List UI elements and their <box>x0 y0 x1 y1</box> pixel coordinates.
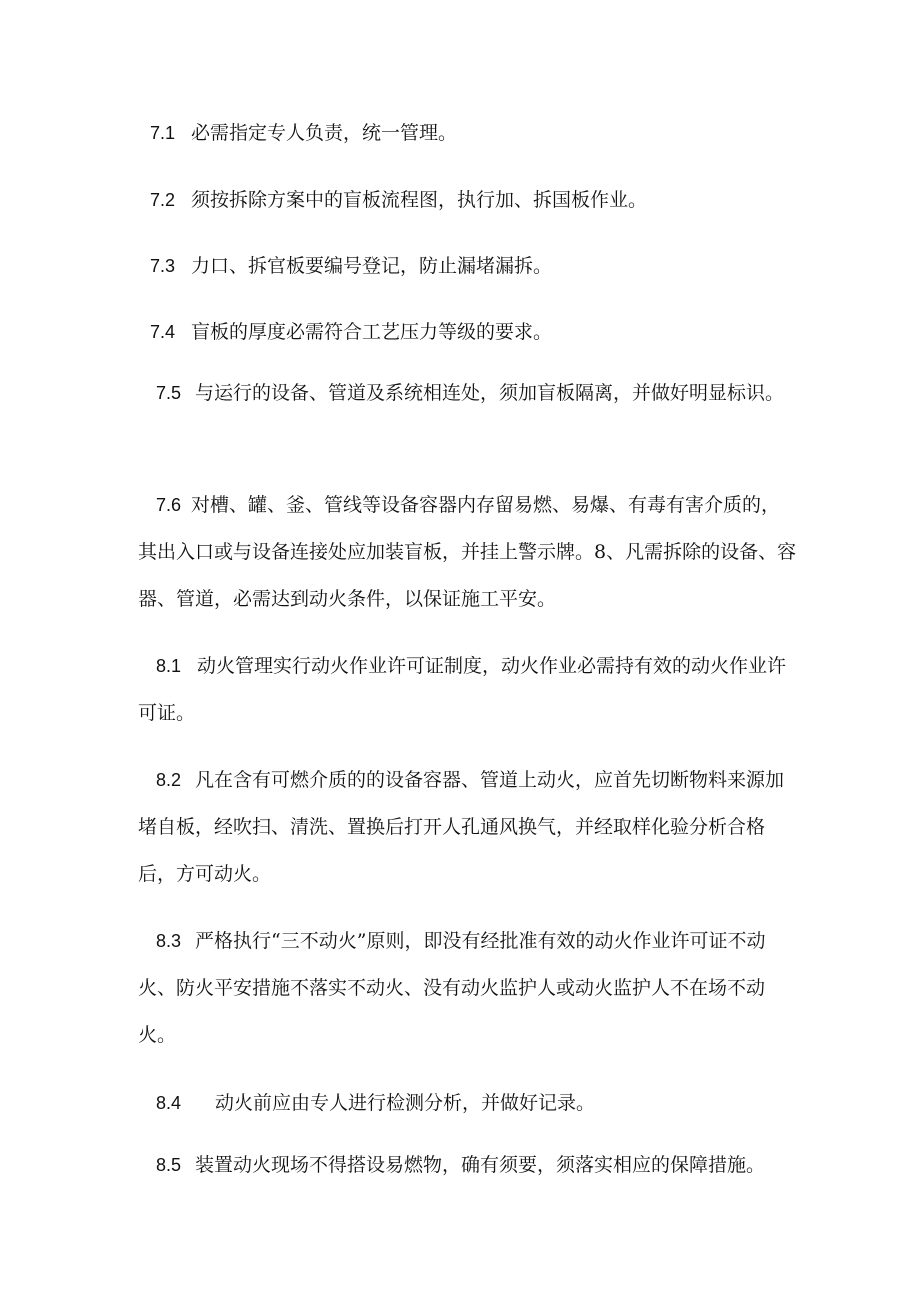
clause-text: 力口、拆官板要编号登记，防止漏堵漏拆。 <box>191 255 553 277</box>
clause-text: 装置动火现场不得搭设易燃物，确有须要，须落实相应的保障措施。 <box>195 1154 766 1176</box>
clause-number: 7.1 <box>150 123 176 143</box>
clause-number: 8.4 <box>156 1093 182 1113</box>
paragraph-8-5 <box>138 1142 798 1189</box>
clause-number: 7.6 <box>156 495 182 515</box>
clause-text: 对槽、罐、釜、管线等设备容器内存留易燃、易爆、有毒有害介质的，其出入口或与设备连接处应加装盲板，并挂上警示牌。8、凡需拆除的设备、容器、管道，必需达到动火条件，以保证施工平安。 <box>138 494 797 610</box>
paragraph-7-2 <box>138 177 798 224</box>
clause-text: 必需指定专人负责，统一管理。 <box>191 122 458 144</box>
paragraph-7-3 <box>138 243 798 290</box>
clause-text: 严格执行“三不动火”原则，即没有经批准有效的动火作业许可证不动火、防火平安措施不落实不动火、没有动火监护人或动火监护人不在场不动火。 <box>138 930 766 1046</box>
clause-text: 动火管理实行动火作业许可证制度，动火作业必需持有效的动火作业许可证。 <box>138 655 787 724</box>
paragraph-7-1 <box>138 110 798 157</box>
clause-number: 8.3 <box>156 931 182 951</box>
clause-text: 动火前应由专人进行检测分析，并做好记录。 <box>215 1092 596 1114</box>
clause-number: 7.4 <box>150 322 176 342</box>
clause-text: 盲板的厚度必需符合工艺压力等级的要求。 <box>191 321 553 343</box>
paragraph-8-1 <box>138 643 798 737</box>
clause-number: 8.1 <box>156 656 182 676</box>
clause-number: 8.2 <box>156 770 182 790</box>
clause-number: 8.5 <box>156 1155 182 1175</box>
paragraph-7-6 <box>138 482 798 623</box>
paragraph-8-3 <box>138 918 798 1059</box>
paragraph-8-4 <box>138 1080 798 1127</box>
clause-number: 7.5 <box>156 383 182 403</box>
paragraph-7-5 <box>138 370 798 417</box>
paragraph-8-2 <box>138 757 798 898</box>
clause-text: 须按拆除方案中的盲板流程图，执行加、拆国板作业。 <box>191 189 648 211</box>
clause-number: 7.3 <box>150 256 176 276</box>
clause-text: 凡在含有可燃介质的的设备容器、管道上动火，应首先切断物料来源加堵自板，经吹扫、清洗、置换后打开人孔通风换气，并经取样化验分析合格后，方可动火。 <box>138 769 785 885</box>
paragraph-7-4 <box>138 309 798 356</box>
clause-text: 与运行的设备、管道及系统相连处，须加盲板隔离，并做好明显标识。 <box>195 382 785 404</box>
clause-number: 7.2 <box>150 190 176 210</box>
